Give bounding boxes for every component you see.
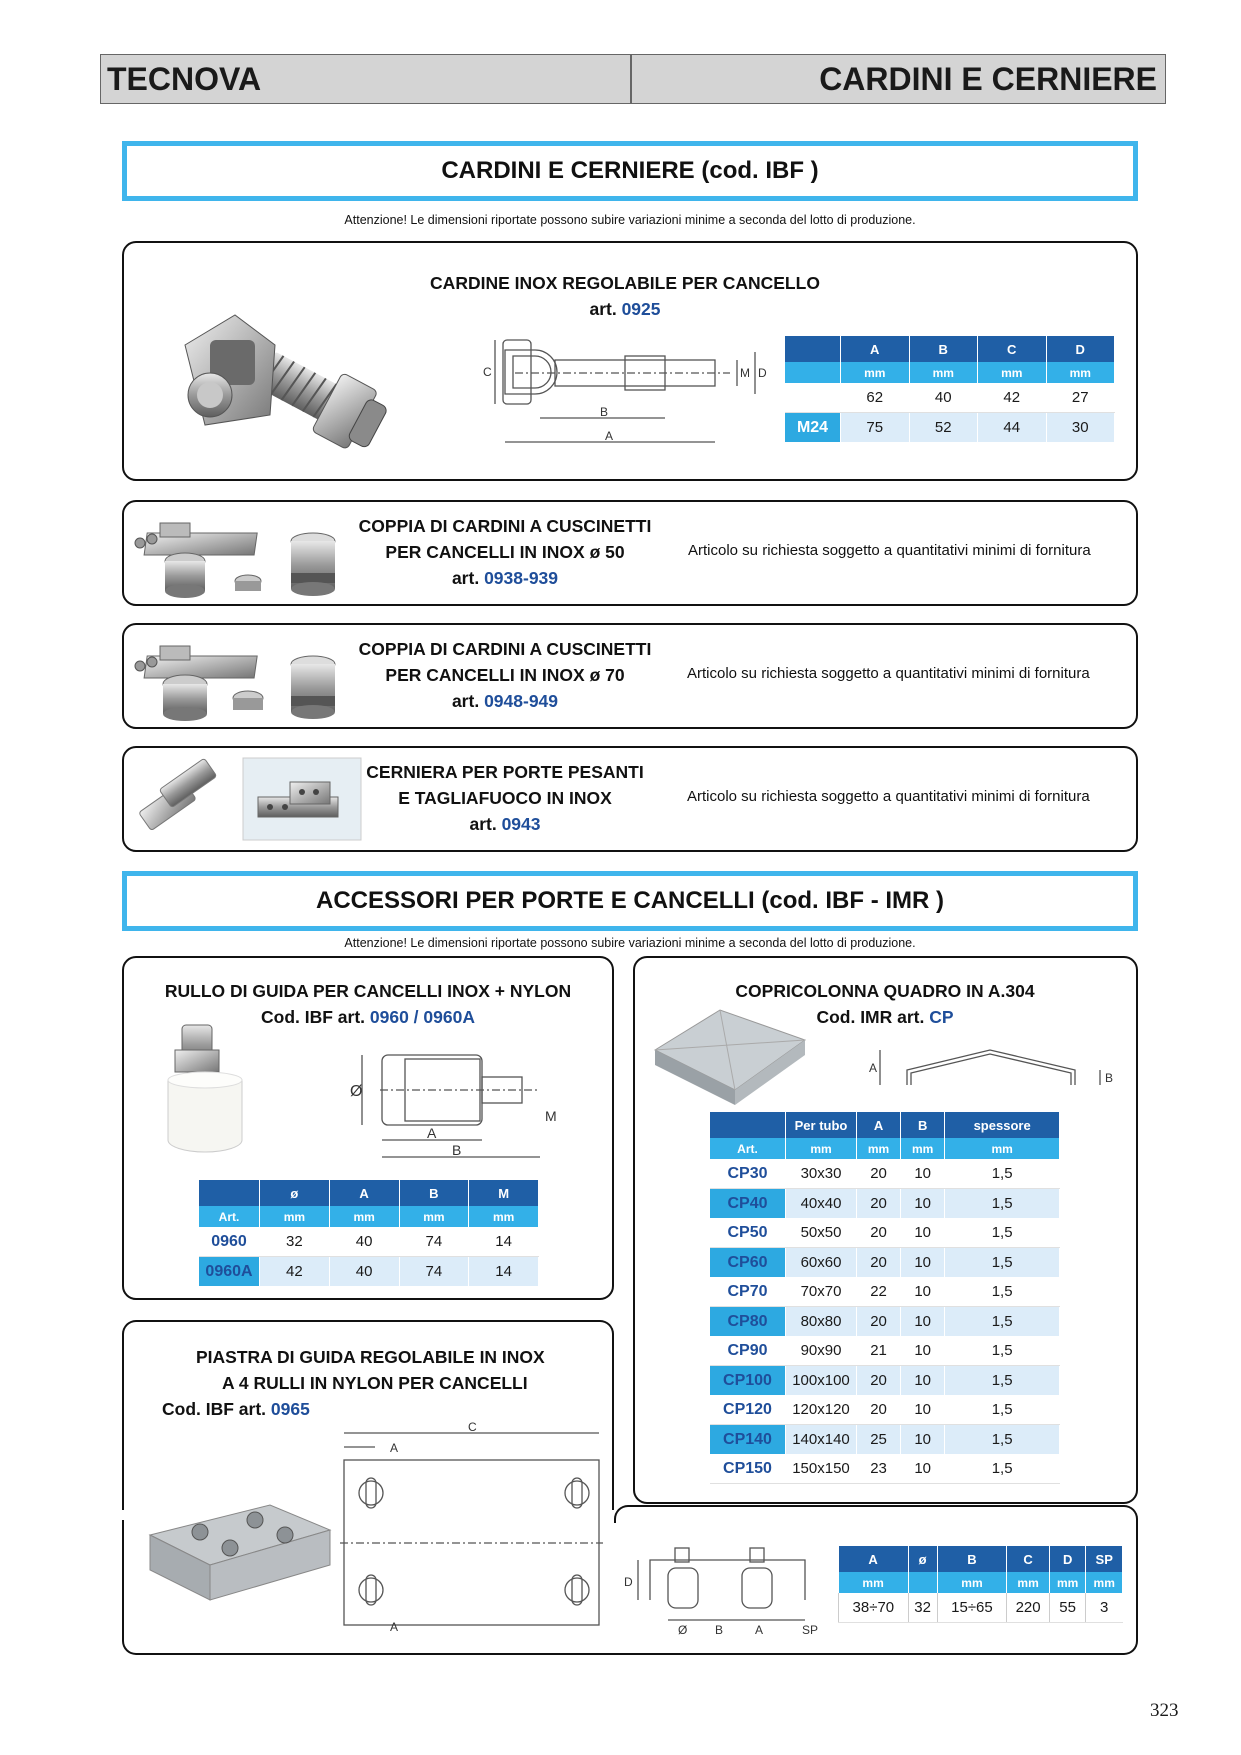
row-value: 1,5: [945, 1218, 1060, 1248]
category-name: CARDINI E CERNIERE: [819, 61, 1157, 97]
table-row: 38÷70 32 15÷65 220 55 3: [839, 1593, 1123, 1623]
table-0925: A B C D mm mm mm mm M20 62 40 42 27 M24 75 52 44 30: [785, 336, 1115, 442]
product-name-0960: RULLO DI GUIDA PER CANCELLI INOX + NYLON: [164, 981, 572, 1001]
row-value: 150x150: [786, 1454, 857, 1484]
row-code: CP70: [710, 1277, 786, 1307]
row-code: CP50: [710, 1218, 786, 1248]
product-line2-0965: A 4 RULLI IN NYLON PER CANCELLI: [222, 1373, 528, 1393]
row-code: CP40: [710, 1189, 786, 1219]
row-value: 1,5: [945, 1336, 1060, 1366]
row-value: 1,5: [945, 1425, 1060, 1455]
product-line1-0948: COPPIA DI CARDINI A CUSCINETTI: [358, 639, 652, 659]
row-value: 20: [857, 1395, 901, 1425]
row-value: 10: [901, 1159, 945, 1189]
row-code: CP90: [710, 1336, 786, 1366]
product-line2-0943: E TAGLIAFUOCO IN INOX: [398, 788, 612, 808]
row-value: 20: [857, 1189, 901, 1219]
availability-note-0938: Articolo su richiesta soggetto a quantitativi minimi di fornitura: [688, 542, 1091, 559]
product-art-0938: art. 0938-939: [451, 568, 559, 588]
dim-label-sp: SP: [802, 1623, 819, 1637]
availability-note-0943: Articolo su richiesta soggetto a quantitativi minimi di fornitura: [687, 788, 1090, 805]
table-row: [710, 1336, 1060, 1366]
row-value: 10: [901, 1366, 945, 1396]
row-value: 1,5: [945, 1277, 1060, 1307]
row-value: 10: [901, 1454, 945, 1484]
product-line1-0943: CERNIERA PER PORTE PESANTI: [366, 762, 644, 782]
column-cap-drawing: [865, 1040, 1115, 1105]
table-row: M24 75 52 44 30: [785, 413, 1115, 443]
product-name-0925: CARDINE INOX REGOLABILE PER CANCELLO: [430, 273, 820, 293]
product-art-0948: art. 0948-949: [451, 691, 559, 711]
brand-name: TECNOVA: [107, 61, 262, 97]
product-art-0925: art. 0925: [589, 299, 661, 319]
row-value: 1,5: [945, 1307, 1060, 1337]
table-row: [710, 1189, 1060, 1219]
row-value: 60x60: [786, 1248, 857, 1278]
hinge-0925-photo: [165, 305, 415, 470]
guide-plate-side-drawing: [620, 1540, 830, 1640]
row-code: CP30: [710, 1159, 786, 1189]
product-title-0943: [355, 759, 655, 837]
section-title-accessori: ACCESSORI PER PORTE E CANCELLI (cod. IBF - IMR ): [122, 871, 1138, 931]
guide-plate-photo: [140, 1490, 340, 1610]
table-row: 0960A 42 40 74 14: [199, 1257, 539, 1287]
row-value: 1,5: [945, 1248, 1060, 1278]
product-title-0938: [355, 513, 655, 591]
guide-plate-top-drawing: [340, 1420, 605, 1635]
row-value: 10: [901, 1277, 945, 1307]
dim-label-a-bottom: A: [390, 1620, 399, 1634]
row-value: 20: [857, 1218, 901, 1248]
row-code: CP150: [710, 1454, 786, 1484]
row-value: 40x40: [786, 1189, 857, 1219]
fire-door-hinge-photo: [130, 752, 365, 847]
dim-label-b: B: [452, 1142, 462, 1158]
dim-label-b: B: [600, 405, 609, 419]
table-row: 0960 32 40 74 14: [199, 1227, 539, 1257]
product-line1-0965: PIASTRA DI GUIDA REGOLABILE IN INOX: [196, 1347, 545, 1367]
product-code-cp: Cod. IMR art. CP: [816, 1007, 954, 1027]
product-title-0925: [400, 270, 850, 322]
table-row: [710, 1395, 1060, 1425]
row-value: 10: [901, 1395, 945, 1425]
row-value: 120x120: [786, 1395, 857, 1425]
dim-label-m: M: [740, 366, 750, 380]
row-value: 70x70: [786, 1277, 857, 1307]
dim-label-a: A: [755, 1623, 764, 1637]
row-code: CP120: [710, 1395, 786, 1425]
bearing-hinge-70-photo: [130, 636, 360, 721]
row-value: 20: [857, 1307, 901, 1337]
row-value: 20: [857, 1248, 901, 1278]
guide-roller-photo: [160, 1020, 250, 1170]
row-value: 90x90: [786, 1336, 857, 1366]
table-row: [710, 1218, 1060, 1248]
dim-label-c: C: [468, 1420, 477, 1434]
row-value: 100x100: [786, 1366, 857, 1396]
dim-label-a-top: A: [390, 1441, 399, 1455]
product-code-0960: Cod. IBF art. 0960 / 0960A: [261, 1007, 475, 1027]
column-cap-photo: [650, 1005, 810, 1115]
product-title-0948: [355, 636, 655, 714]
dim-label-b: B: [715, 1623, 724, 1637]
category-header: [631, 54, 1166, 104]
row-value: 1,5: [945, 1159, 1060, 1189]
dim-label-a: A: [605, 429, 614, 443]
row-value: 23: [857, 1454, 901, 1484]
row-value: 10: [901, 1425, 945, 1455]
row-value: 30x30: [786, 1159, 857, 1189]
table-0960: ø A B M Art. mm mm mm mm 0960 32 40 74 14 0960A 42 40 74 14: [199, 1180, 539, 1286]
row-code: CP80: [710, 1307, 786, 1337]
table-row: [710, 1366, 1060, 1396]
row-value: 50x50: [786, 1218, 857, 1248]
row-value: 10: [901, 1336, 945, 1366]
brand-header: [100, 54, 631, 104]
row-code: CP100: [710, 1366, 786, 1396]
dim-label-d: D: [758, 366, 767, 380]
table-row: M20 62 40 42 27: [785, 383, 1115, 413]
page-number: 323: [1150, 1700, 1179, 1721]
table-row: [710, 1159, 1060, 1189]
production-note-2: Attenzione! Le dimensioni riportate possono subire variazioni minime a seconda del lotto di produzione.: [344, 936, 916, 950]
dim-label-diameter: Ø: [350, 1083, 363, 1100]
dim-label-b: B: [1105, 1071, 1114, 1085]
dim-label-diameter: Ø: [678, 1623, 688, 1637]
dim-label-a: A: [869, 1061, 878, 1075]
row-value: 20: [857, 1366, 901, 1396]
row-value: 20: [857, 1159, 901, 1189]
bearing-hinge-50-photo: [130, 513, 360, 598]
row-value: 21: [857, 1336, 901, 1366]
row-value: 1,5: [945, 1454, 1060, 1484]
production-note-1: Attenzione! Le dimensioni riportate possono subire variazioni minime a seconda del lotto di produzione.: [344, 213, 916, 227]
dim-label-a: A: [427, 1125, 437, 1141]
product-line1-0938: COPPIA DI CARDINI A CUSCINETTI: [358, 516, 652, 536]
table-row: [710, 1277, 1060, 1307]
row-code: CP60: [710, 1248, 786, 1278]
row-value: 10: [901, 1248, 945, 1278]
product-code-0965: Cod. IBF art. 0965: [162, 1399, 310, 1419]
row-value: 22: [857, 1277, 901, 1307]
product-title-0965: [162, 1344, 582, 1422]
frame-connector: [614, 1505, 1138, 1523]
table-row: [710, 1454, 1060, 1484]
row-value: 1,5: [945, 1366, 1060, 1396]
table-row: [710, 1307, 1060, 1337]
row-value: 25: [857, 1425, 901, 1455]
product-line2-0948: PER CANCELLI IN INOX ø 70: [385, 665, 625, 685]
table-0965: A ø B C D SP mm mm mm mm mm 38÷70 32 15÷65 220 55 3: [838, 1546, 1123, 1623]
table-row: [710, 1248, 1060, 1278]
section-title-cardini: CARDINI E CERNIERE (cod. IBF ): [122, 141, 1138, 201]
product-line2-0938: PER CANCELLI IN INOX ø 50: [385, 542, 625, 562]
table-cp: Per tubo A B spessore Art. mm mm mm mm CP30 30x30 20 10 1,5 CP40 40x40 20 10 1,5 CP50 50x50 20 10 1,5 CP60 60x60 20 10 1,5 CP70 70x70 22 10 1,5 CP80 80x80 20 10 1,5 CP90 90x90 21 10 1,5 CP100 100x100 20 10 1,5 CP120 120x120 20 10 1,5 CP140 140x140 25 10 1,5 CP150 150x150 23 10 1,5: [710, 1112, 1060, 1484]
hinge-0925-drawing: [475, 330, 775, 450]
row-value: 1,5: [945, 1395, 1060, 1425]
dim-label-m: M: [545, 1108, 557, 1124]
row-code: CP140: [710, 1425, 786, 1455]
dim-label-c: C: [483, 365, 492, 379]
row-value: 10: [901, 1307, 945, 1337]
row-value: 80x80: [786, 1307, 857, 1337]
row-value: 10: [901, 1189, 945, 1219]
guide-roller-drawing: [340, 1045, 560, 1165]
row-value: 1,5: [945, 1189, 1060, 1219]
availability-note-0948: Articolo su richiesta soggetto a quantitativi minimi di fornitura: [687, 665, 1090, 682]
row-value: 140x140: [786, 1425, 857, 1455]
row-value: 10: [901, 1218, 945, 1248]
dim-label-d: D: [624, 1575, 633, 1589]
product-art-0943: art. 0943: [469, 814, 541, 834]
table-row: [710, 1425, 1060, 1455]
product-name-cp: COPRICOLONNA QUADRO IN A.304: [735, 981, 1035, 1001]
